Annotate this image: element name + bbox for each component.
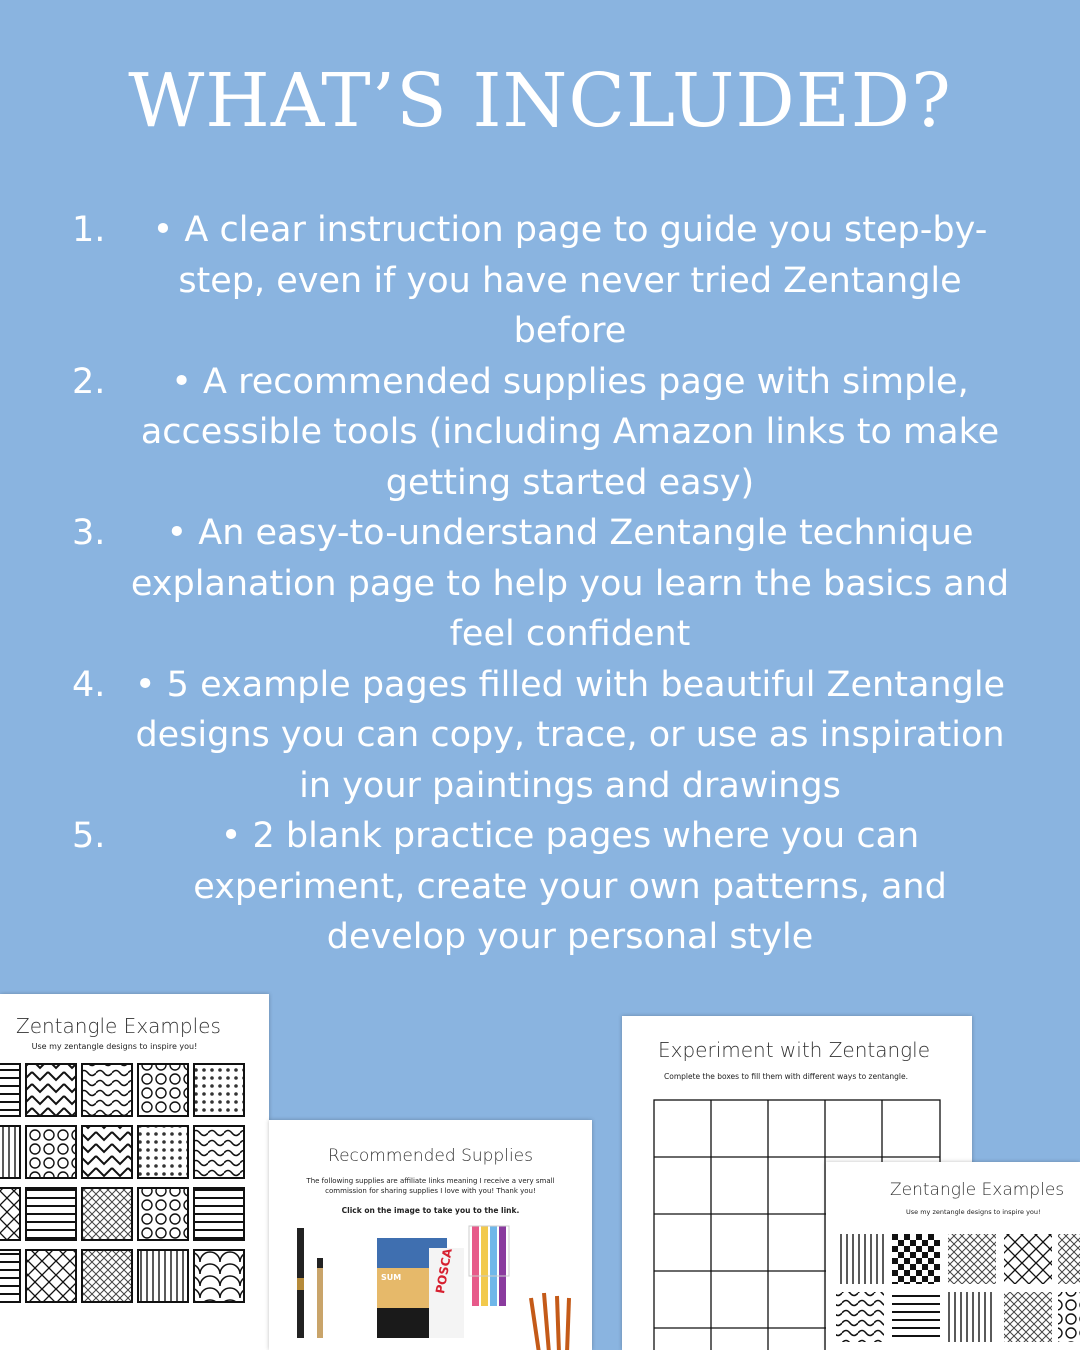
marker-set-icon	[469, 1226, 509, 1306]
list-item	[60, 205, 1050, 357]
pen-icon	[297, 1228, 323, 1338]
included-list	[60, 205, 1050, 963]
item-text: • 2 blank practice pages where you can experiment, create your own patterns, and develop your personal style	[193, 816, 947, 957]
list-item	[60, 508, 1050, 660]
box-brand: SUM	[381, 1273, 402, 1282]
list-item	[60, 357, 1050, 509]
item-text: • A recommended supplies page with simple, accessible tools (including Amazon links to make getting started easy)	[140, 361, 1000, 503]
marker-box-icon	[377, 1238, 464, 1338]
preview-title: Recommended Supplies	[328, 1146, 533, 1166]
list-item	[60, 660, 1050, 812]
item-number: 3.	[72, 513, 106, 553]
item-text: • 5 example pages filled with beautiful Zentangle designs you can copy, trace, or use as inspiration in your paintings and drawings	[134, 664, 1006, 806]
preview-examples-right	[826, 1162, 1080, 1350]
preview-examples-left	[0, 994, 269, 1350]
list-item	[60, 811, 1050, 963]
item-number: 4.	[72, 664, 106, 705]
item-number: 5.	[72, 816, 106, 856]
box-label: POSCA	[433, 1247, 455, 1295]
preview-title: Experiment with Zentangle	[658, 1038, 931, 1062]
preview-subtitle: Complete the boxes to fill them with different ways to zentangle.	[664, 1072, 908, 1081]
paintbrush-icon	[531, 1293, 569, 1350]
preview-subtitle: Use my zentangle designs to inspire you!	[31, 1042, 198, 1051]
item-text: • A clear instruction page to guide you step-by-step, even if you have never tried Zentangle before	[152, 210, 988, 351]
preview-subtitle: Use my zentangle designs to inspire you!	[906, 1208, 1041, 1216]
preview-title: Zentangle Examples	[16, 1014, 221, 1038]
preview-supplies	[269, 1120, 592, 1350]
item-number: 2.	[72, 361, 106, 402]
preview-subtitle: The following supplies are affiliate links meaning I receive a very small commission for sharing supplies I love with you! Thank you!	[306, 1177, 555, 1195]
preview-title: Zentangle Examples	[890, 1180, 1065, 1200]
supplies-illustration	[269, 1218, 592, 1350]
page-title: WHAT’S INCLUDED?	[128, 58, 952, 144]
item-text: • An easy-to-understand Zentangle technique explanation page to help you learn the basics and feel confident	[130, 513, 1010, 654]
preview-instruction: Click on the image to take you to the link.	[341, 1206, 520, 1215]
item-number: 1.	[72, 210, 106, 250]
zentangle-grid-right	[826, 1228, 1080, 1350]
zentangle-grid-left	[0, 1058, 269, 1350]
